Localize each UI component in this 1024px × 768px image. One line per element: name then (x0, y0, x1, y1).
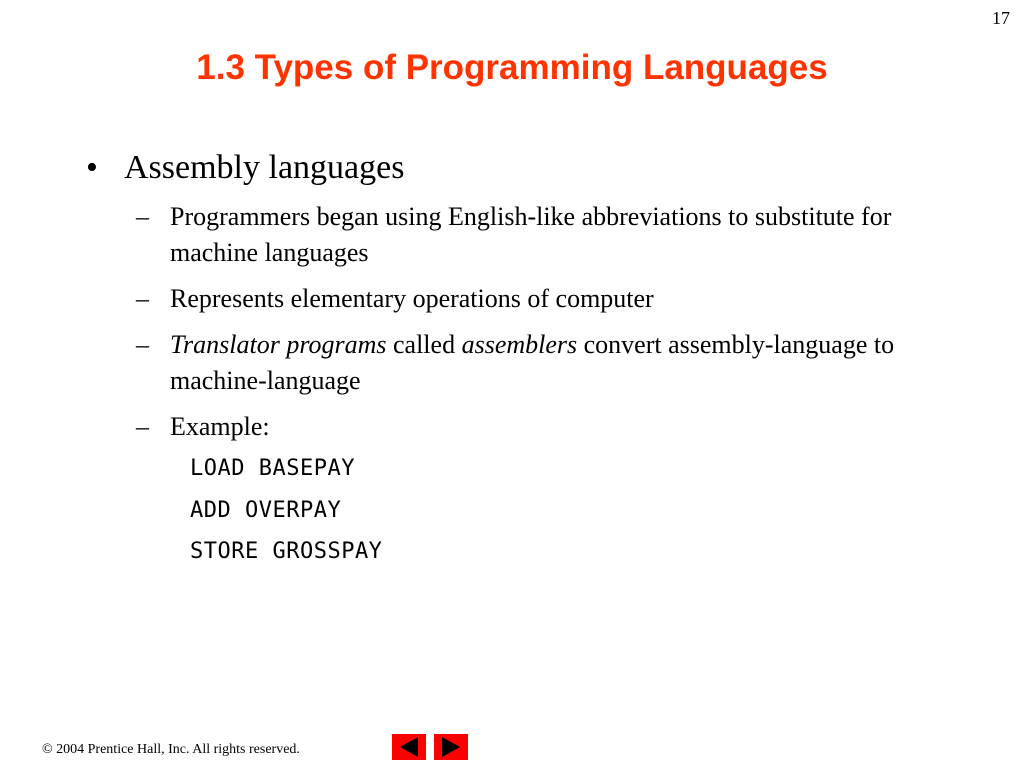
code-line: LOAD BASEPAY (190, 456, 355, 481)
triangle-right-icon (434, 734, 468, 760)
copyright-symbol: © (42, 742, 53, 757)
footer-copyright (42, 742, 300, 758)
page-number: 17 (992, 8, 1010, 28)
bullet-marker: • (86, 149, 98, 186)
sub-item-3 (136, 327, 906, 399)
term-translator-programs: Translator programs (170, 330, 387, 359)
dash-marker: – (136, 330, 149, 359)
code-line: ADD OVERPAY (190, 498, 342, 523)
text-called: called (386, 330, 462, 359)
triangle-left-icon (392, 734, 426, 760)
text-convert: convert assembly-language to machine-language (170, 330, 895, 395)
sub-item-4 (136, 409, 906, 445)
dash-marker: – (136, 202, 149, 231)
copyright-text: 2004 Prentice Hall, Inc. All rights reserved. (52, 742, 300, 757)
sub-item-2 (136, 281, 906, 317)
sub-item-1 (136, 199, 906, 271)
sub-item-text: Represents elementary operations of computer (170, 284, 654, 313)
sub-item-text (170, 327, 906, 399)
previous-slide-button[interactable] (392, 734, 426, 760)
dash-marker: – (136, 412, 149, 441)
slide-title: 1.3 Types of Programming Languages (196, 48, 828, 87)
dash-marker: – (136, 284, 149, 313)
bullet-item (86, 148, 404, 188)
term-assemblers: assemblers (461, 330, 578, 359)
code-line: STORE GROSSPAY (190, 539, 383, 564)
next-slide-button[interactable] (434, 734, 468, 760)
sub-item-text: Example: (170, 412, 270, 441)
bullet-text: Assembly languages (124, 149, 405, 186)
sub-item-text: Programmers began using English-like abbreviations to substitute for machine languages (170, 202, 892, 267)
